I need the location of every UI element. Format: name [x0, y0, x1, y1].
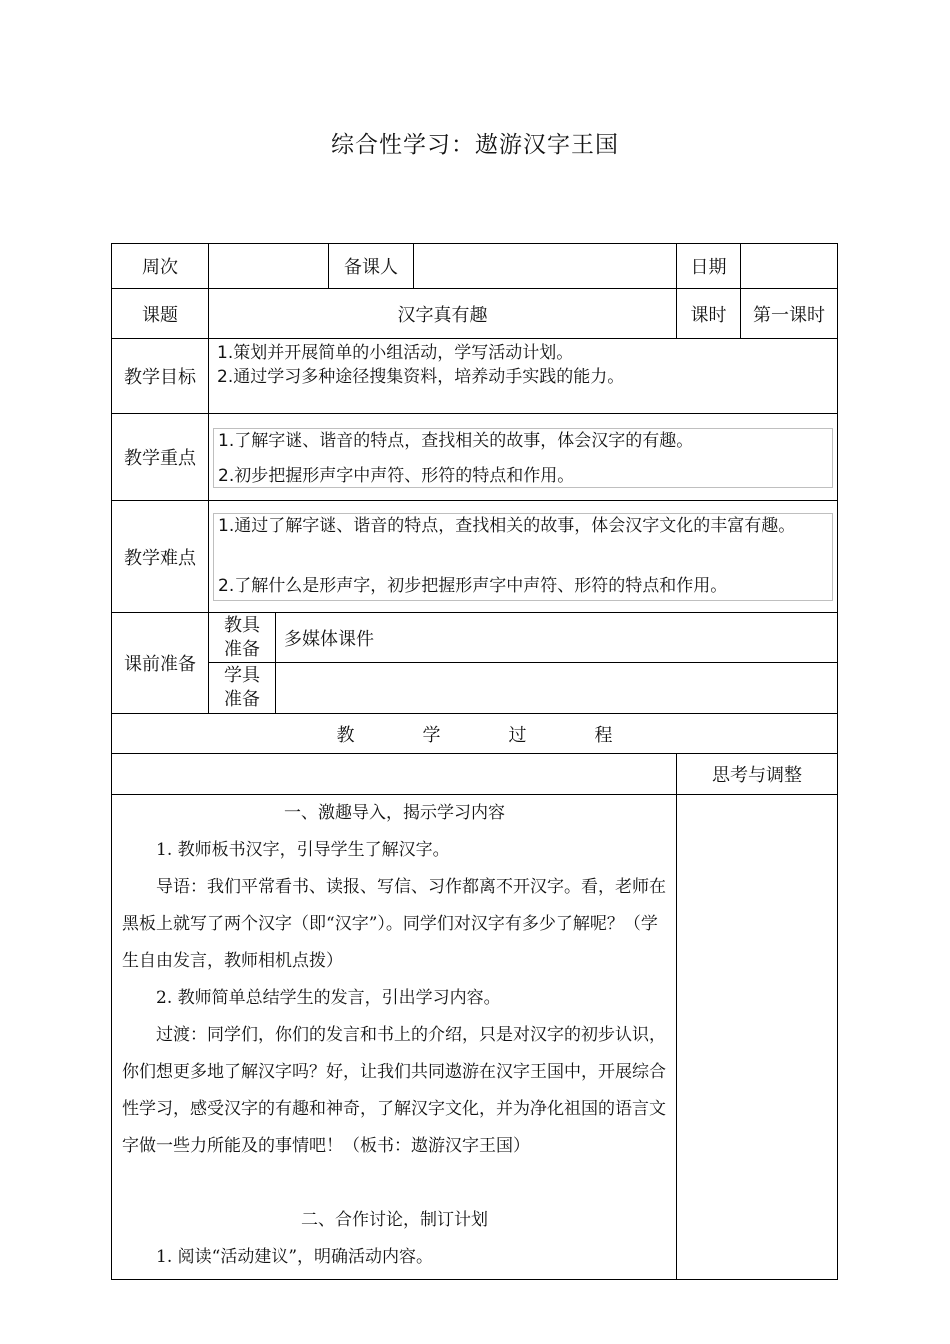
- week-label: 周次: [112, 244, 209, 289]
- lesson-plan-table: [111, 243, 838, 1280]
- student-prep-value[interactable]: [276, 663, 837, 714]
- preparer-value[interactable]: [414, 244, 677, 289]
- section-title: 一、激趣导入，揭示学习内容: [284, 803, 505, 823]
- goal-item: 2.通过学习多种途径搜集资料，培养动手实践的能力。: [217, 367, 625, 387]
- process-body: [112, 795, 677, 1279]
- difficulties-label: 教学难点: [112, 501, 209, 613]
- student-prep-label: [209, 663, 276, 714]
- teacher-prep-label-line: 教具: [224, 614, 260, 636]
- difficulty-item: 1.通过了解字谜、谐音的特点，查找相关的故事，体会汉字文化的丰富有趣。: [218, 516, 796, 536]
- key-point-item: 1.了解字谜、谐音的特点，查找相关的故事，体会汉字的有趣。: [218, 431, 694, 451]
- student-prep-label-line: 准备: [224, 689, 260, 710]
- process-paragraph: 导语：我们平常看书、读报、写信、习作都离不开汉字。看，老师在黑板上就写了两个汉字（即“汉字”）。同学们对汉字有多少了解呢？（学生自由发言，教师相机点拨）: [122, 877, 666, 971]
- teacher-prep-label-line: 准备: [224, 638, 260, 660]
- goals-content: [209, 339, 837, 414]
- date-value[interactable]: [741, 244, 837, 289]
- process-char: 教: [336, 724, 355, 746]
- date-label: 日期: [677, 244, 741, 289]
- process-paragraph: 1. 阅读“活动建议”，明确活动内容。: [156, 1247, 434, 1267]
- key-points-content: [209, 414, 837, 501]
- period-label: 课时: [677, 289, 741, 339]
- process-char: 学: [422, 724, 441, 746]
- goals-label: 教学目标: [112, 339, 209, 414]
- student-prep-label-line: 学具: [224, 665, 260, 686]
- difficulties-content: [209, 501, 837, 613]
- key-points-label: 教学重点: [112, 414, 209, 501]
- teacher-prep-label: [209, 613, 276, 663]
- teacher-prep-value: 多媒体课件: [276, 613, 837, 663]
- topic-value: 汉字真有趣: [209, 289, 677, 339]
- goal-item: 1.策划并开展简单的小组活动，学写活动计划。: [217, 343, 574, 363]
- difficulties-box: [213, 513, 833, 601]
- difficulty-item: 2.了解什么是形声字，初步把握形声字中声符、形符的特点和作用。: [218, 576, 728, 596]
- process-blank-cell: [112, 754, 677, 795]
- reflection-body[interactable]: [677, 795, 837, 1279]
- process-paragraph: 1. 教师板书汉字，引导学生了解汉字。: [156, 840, 450, 860]
- reflection-label: 思考与调整: [677, 754, 837, 795]
- process-char: 程: [594, 724, 613, 746]
- week-value[interactable]: [209, 244, 329, 289]
- process-paragraph: 2. 教师简单总结学生的发言，引出学习内容。: [156, 988, 501, 1008]
- section-title: 二、合作讨论，制订计划: [301, 1210, 488, 1230]
- page-title: 综合性学习：遨游汉字王国: [331, 132, 619, 158]
- preparer-label: 备课人: [329, 244, 414, 289]
- process-paragraph: 过渡：同学们，你们的发言和书上的介绍，只是对汉字的初步认识，你们想更多地了解汉字吗？好，让我们共同遨游在汉字王国中，开展综合性学习，感受汉字的有趣和神奇，了解汉字文化，并为净化祖国的语言文字做一些力所能及的事情吧！（板书：遨游汉字王国）: [122, 1025, 666, 1156]
- key-points-box: [213, 428, 833, 488]
- period-value: 第一课时: [741, 289, 837, 339]
- process-header: [112, 714, 837, 754]
- key-point-item: 2.初步把握形声字中声符、形符的特点和作用。: [218, 466, 575, 486]
- prep-label: 课前准备: [112, 613, 209, 714]
- topic-label: 课题: [112, 289, 209, 339]
- process-char: 过: [508, 724, 527, 746]
